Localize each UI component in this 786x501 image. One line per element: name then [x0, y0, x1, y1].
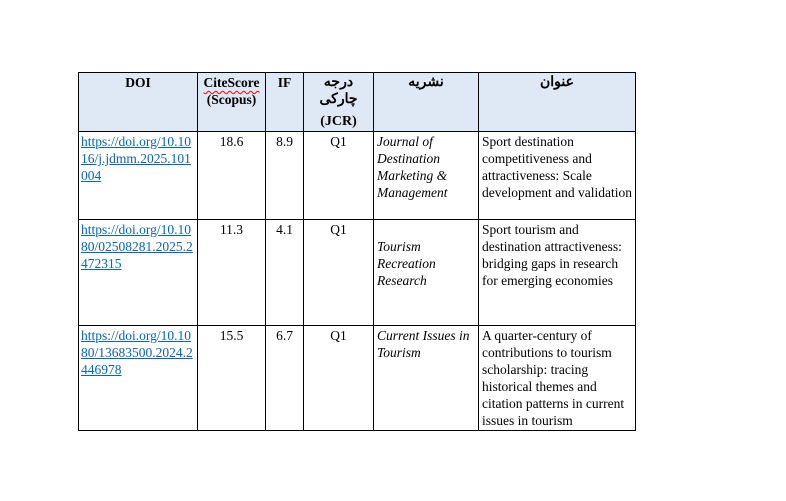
journal-name: Current Issues in Tourism	[374, 326, 479, 431]
citescore-value: 15.5	[198, 326, 266, 431]
journals-table	[78, 72, 636, 431]
citescore-value: 18.6	[198, 132, 266, 220]
col-header-citescore-label: CiteScore	[203, 75, 260, 90]
article-title: Sport destination competitiveness and attractiveness: Scale development and validation	[479, 132, 636, 220]
doi-cell	[79, 326, 198, 431]
journal-name: Journal of Destination Marketing & Management	[374, 132, 479, 220]
doi-link[interactable]: https://doi.org/10.1016/j.jdmm.2025.101004	[81, 134, 192, 183]
citescore-value: 11.3	[198, 220, 266, 326]
doi-link[interactable]: https://doi.org/10.1080/02508281.2025.2472315	[81, 222, 193, 271]
col-header-quartile	[304, 73, 374, 132]
header-row	[79, 73, 636, 132]
col-header-quartile-label: درجه چارکی	[319, 75, 358, 107]
table-row	[79, 132, 636, 220]
article-title: Sport tourism and destination attractiveness: bridging gaps in research for emerging economies	[479, 220, 636, 326]
col-header-citescore-sublabel: (Scopus)	[206, 92, 257, 107]
quartile-value: Q1	[304, 132, 374, 220]
col-header-quartile-sublabel: (JCR)	[320, 114, 357, 129]
quartile-value: Q1	[304, 326, 374, 431]
col-header-if: IF	[266, 73, 304, 132]
col-header-title: عنوان	[479, 73, 636, 132]
doi-cell	[79, 132, 198, 220]
journal-name: Tourism Recreation Research	[374, 220, 479, 326]
doi-link[interactable]: https://doi.org/10.1080/13683500.2024.2446978	[81, 328, 193, 377]
doi-cell	[79, 220, 198, 326]
if-value: 4.1	[266, 220, 304, 326]
col-header-doi: DOI	[79, 73, 198, 132]
if-value: 6.7	[266, 326, 304, 431]
col-header-journal: نشریه	[374, 73, 479, 132]
col-header-citescore	[198, 73, 266, 132]
article-title: A quarter-century of contributions to tourism scholarship: tracing historical themes and citation patterns in current issues in tourism	[479, 326, 636, 431]
table-row	[79, 220, 636, 326]
quartile-value: Q1	[304, 220, 374, 326]
if-value: 8.9	[266, 132, 304, 220]
table-row	[79, 326, 636, 431]
